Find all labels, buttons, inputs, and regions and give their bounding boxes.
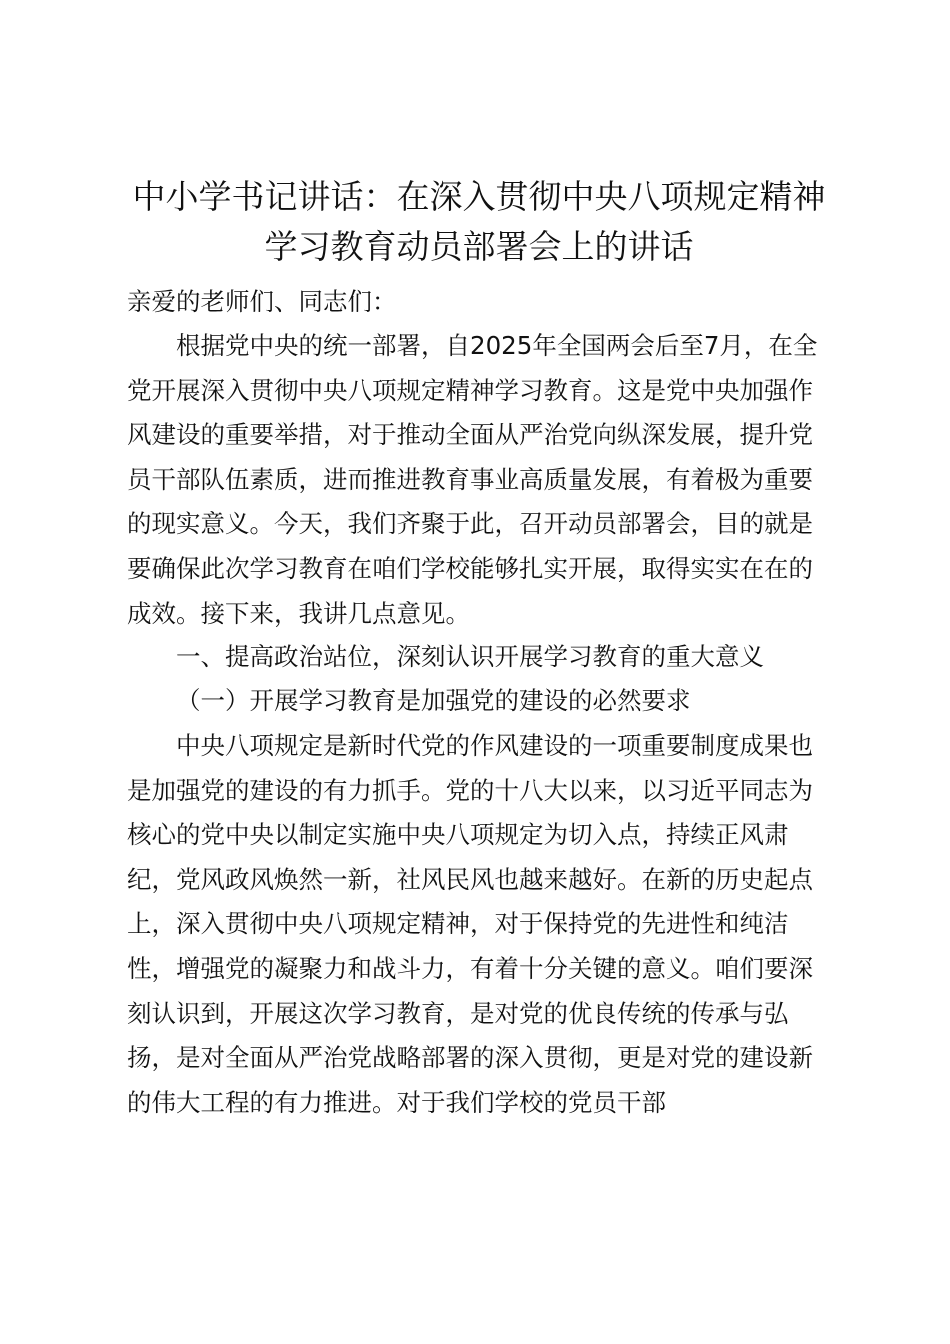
section-heading: 一、提高政治站位，深刻认识开展学习教育的重大意义 — [176, 642, 764, 671]
greeting-line: 亲爱的老师们、同志们： — [127, 287, 397, 316]
document-title: 中小学书记讲话：在深入贯彻中央八项规定精神学习教育动员部署会上的讲话 — [132, 177, 826, 266]
intro-paragraph: 根据党中央的统一部署，自2025年全国两会后至7月，在全党开展深入贯彻中央八项规定精神学习教育。这是党中央加强作风建设的重要举措，对于推动全面从严治党向纵深发展，提升党员干部队伍素质，进而推进教育事业高质量发展，有着极为重要的现实意义。今天，我们齐聚于此，召开动员部署会，目的就是要确保此次学习教育在咱们学校能够扎实开展，取得实实在在的成效。接下来，我讲几点意见。 — [127, 331, 818, 628]
subsection-heading: （一）开展学习教育是加强党的建设的必然要求 — [176, 686, 691, 715]
body-paragraph: 中央八项规定是新时代党的作风建设的一项重要制度成果也是加强党的建设的有力抓手。党的十八大以来，以习近平同志为核心的党中央以制定实施中央八项规定为切入点，持续正风肃纪，党风政风焕然一新，社风民风也越来越好。在新的历史起点上，深入贯彻中央八项规定精神，对于保持党的先进性和纯洁性，增强党的凝聚力和战斗力，有着十分关键的意义。咱们要深刻认识到，开展这次学习教育，是对党的优良传统的传承与弘扬，是对全面从严治党战略部署的深入贯彻，更是对党的建设新的伟大工程的有力推进。对于我们学校的党员干部 — [127, 731, 813, 1117]
